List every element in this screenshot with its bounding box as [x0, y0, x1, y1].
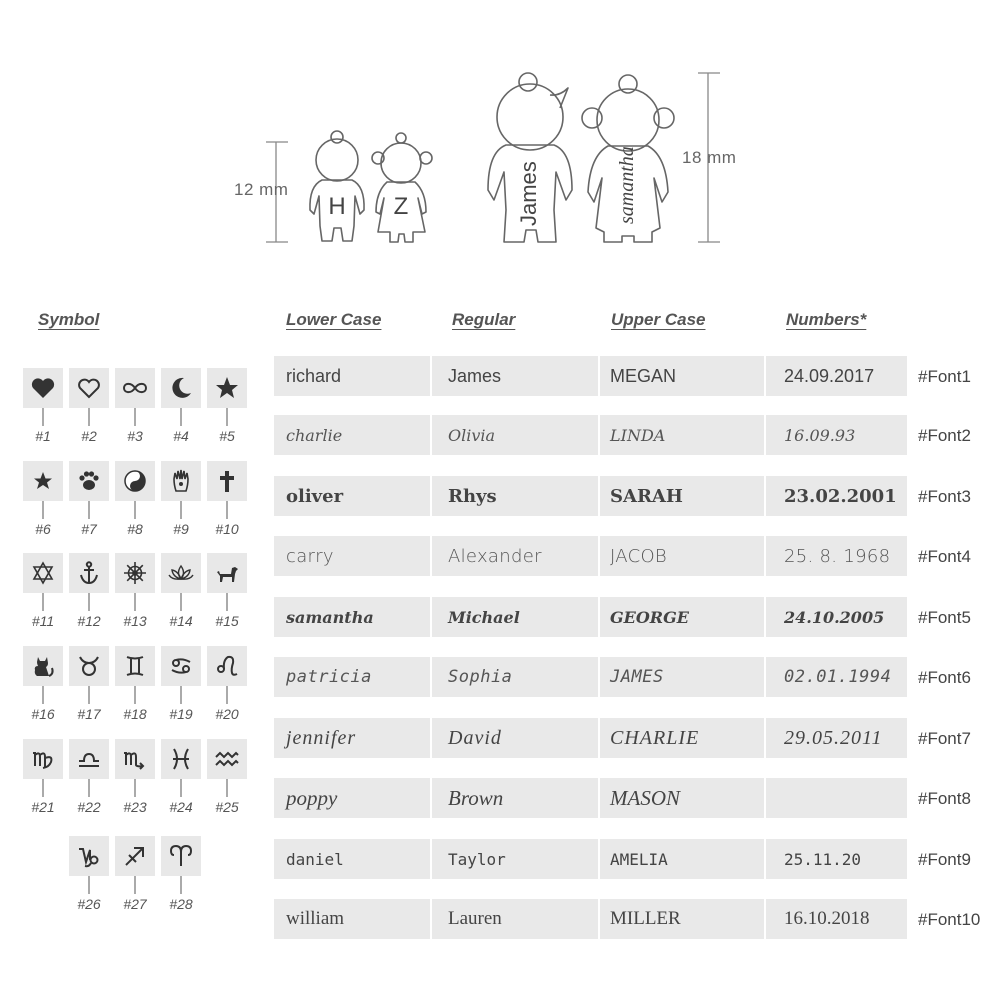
- lower-case-sample: daniel: [274, 839, 430, 879]
- font-label-8: #Font8: [918, 789, 971, 808]
- numbers-header: Numbers*: [786, 310, 867, 329]
- regular-sample: Alexander: [432, 536, 598, 576]
- lower-case-sample: jennifer: [274, 718, 430, 758]
- numbers-sample: 16.09.93: [766, 415, 907, 455]
- font-label-10: #Font10: [918, 910, 981, 929]
- symbol-number: #26: [77, 896, 101, 912]
- regular-sample: Lauren: [432, 899, 598, 939]
- ship-wheel-icon: [121, 559, 149, 587]
- symbol-number: #6: [35, 521, 51, 537]
- anchor-icon: [75, 559, 103, 587]
- numbers-sample: 25. 8. 1968: [766, 536, 907, 576]
- numbers-sample: 24.10.2005: [766, 597, 907, 637]
- numbers-sample: 02.01.1994: [766, 657, 907, 697]
- symbol-number: #15: [215, 613, 239, 629]
- font-row-10[interactable]: [274, 899, 907, 939]
- libra-icon: [75, 745, 103, 773]
- font-row-7[interactable]: [274, 718, 907, 758]
- symbol-25[interactable]: [207, 739, 247, 819]
- symbol-number: #24: [169, 799, 193, 815]
- numbers-sample: 23.02.2001: [766, 476, 907, 516]
- aquarius-icon: [213, 745, 241, 773]
- symbol-number: #8: [127, 521, 143, 537]
- font-row-3[interactable]: [274, 476, 907, 516]
- upper-case-sample: SARAH: [600, 476, 764, 516]
- symbol-number: #16: [31, 706, 55, 722]
- regular-header: Regular: [452, 310, 516, 329]
- lower-case-sample: charlie: [274, 415, 430, 455]
- small-boy-letter: H: [328, 193, 346, 220]
- symbol-number: #1: [35, 428, 51, 444]
- cross-icon: [213, 467, 241, 495]
- upper-case-sample: AMELIA: [600, 839, 764, 879]
- symbol-number: #14: [169, 613, 193, 629]
- symbol-number: #2: [81, 428, 97, 444]
- symbol-number: #17: [77, 706, 101, 722]
- lower-case-sample: william: [274, 899, 430, 939]
- large-girl-name: samantha: [616, 146, 638, 224]
- numbers-sample: 16.10.2018: [766, 899, 907, 939]
- small-girl-charm: [372, 133, 432, 242]
- numbers-sample: [766, 778, 907, 818]
- upper-case-sample: GEORGE: [600, 597, 764, 637]
- infinity-icon: [121, 374, 149, 402]
- regular-sample: Sophia: [432, 657, 598, 697]
- font-row-8[interactable]: [274, 778, 907, 818]
- dog-icon: [213, 559, 241, 587]
- symbol-number: #7: [81, 521, 97, 537]
- regular-sample: Rhys: [432, 476, 598, 516]
- font-row-6[interactable]: [274, 657, 907, 697]
- symbol-28[interactable]: [161, 836, 201, 916]
- lower-case-sample: carry: [274, 536, 430, 576]
- font-label-2: #Font2: [918, 426, 971, 445]
- numbers-sample: 25.11.20: [766, 839, 907, 879]
- regular-sample: David: [432, 718, 598, 758]
- virgo-icon: [29, 745, 57, 773]
- aries-icon: [167, 842, 195, 870]
- symbol-header: Symbol: [38, 310, 100, 329]
- symbol-number: #20: [215, 706, 239, 722]
- hamsa-icon: [167, 467, 195, 495]
- regular-sample: James: [432, 356, 598, 396]
- regular-sample: Taylor: [432, 839, 598, 879]
- regular-sample: Brown: [432, 778, 598, 818]
- star-icon: [213, 374, 241, 402]
- small-boy-charm: [310, 131, 364, 241]
- lower-case-sample: patricia: [274, 657, 430, 697]
- font-label-6: #Font6: [918, 668, 971, 687]
- lotus-icon: [167, 559, 195, 587]
- symbol-number: #25: [215, 799, 239, 815]
- sagittarius-icon: [121, 842, 149, 870]
- symbol-number: #19: [169, 706, 193, 722]
- cat-icon: [29, 652, 57, 680]
- charm-figures-svg: [0, 0, 1000, 270]
- taurus-icon: [75, 652, 103, 680]
- font-row-1[interactable]: [274, 356, 907, 396]
- symbol-number: #10: [215, 521, 239, 537]
- symbol-number: #18: [123, 706, 147, 722]
- scorpio-icon: [121, 745, 149, 773]
- small-star-icon: [29, 467, 57, 495]
- lower-case-sample: poppy: [274, 778, 430, 818]
- symbol-number: #3: [127, 428, 143, 444]
- upper-case-sample: JAMES: [600, 657, 764, 697]
- gemini-icon: [121, 652, 149, 680]
- symbol-number: #21: [31, 799, 55, 815]
- symbol-number: #5: [219, 428, 235, 444]
- symbol-number: #4: [173, 428, 189, 444]
- crescent-moon-icon: [167, 374, 195, 402]
- numbers-sample: 29.05.2011: [766, 718, 907, 758]
- lower-case-header: Lower Case: [286, 310, 382, 329]
- upper-case-header: Upper Case: [611, 310, 706, 329]
- font-row-4[interactable]: [274, 536, 907, 576]
- large-height-label: 18 mm: [682, 148, 737, 167]
- font-label-1: #Font1: [918, 367, 971, 386]
- charm-size-illustration: [0, 0, 1000, 270]
- heart-icon: [29, 374, 57, 402]
- symbol-10[interactable]: [207, 461, 247, 541]
- cancer-icon: [167, 652, 195, 680]
- font-row-5[interactable]: [274, 597, 907, 637]
- upper-case-sample: LINDA: [600, 415, 764, 455]
- symbol-15[interactable]: [207, 553, 247, 633]
- numbers-sample: 24.09.2017: [766, 356, 907, 396]
- regular-sample: Olivia: [432, 415, 598, 455]
- lower-case-sample: richard: [274, 356, 430, 396]
- font-label-9: #Font9: [918, 850, 971, 869]
- font-label-7: #Font7: [918, 729, 971, 748]
- large-boy-name: James: [516, 161, 541, 226]
- symbol-number: #22: [77, 799, 101, 815]
- small-height-label: 12 mm: [234, 180, 289, 199]
- font-label-5: #Font5: [918, 608, 971, 627]
- symbol-number: #27: [123, 896, 147, 912]
- font-row-9[interactable]: [274, 839, 907, 879]
- symbol-20[interactable]: [207, 646, 247, 726]
- font-label-4: #Font4: [918, 547, 971, 566]
- symbol-number: #13: [123, 613, 147, 629]
- star-of-david-icon: [29, 559, 57, 587]
- upper-case-sample: CHARLIE: [600, 718, 764, 758]
- symbol-number: #23: [123, 799, 147, 815]
- symbol-number: #11: [31, 613, 55, 629]
- lower-case-sample: samantha: [274, 597, 430, 637]
- symbol-number: #28: [169, 896, 193, 912]
- symbol-number: #12: [77, 613, 101, 629]
- font-row-2[interactable]: [274, 415, 907, 455]
- pisces-icon: [167, 745, 195, 773]
- heart-outline-icon: [75, 374, 103, 402]
- upper-case-sample: JACOB: [600, 536, 764, 576]
- symbol-number: #9: [173, 521, 189, 537]
- lower-case-sample: oliver: [274, 476, 430, 516]
- upper-case-sample: MEGAN: [600, 356, 764, 396]
- small-girl-letter: Z: [393, 193, 409, 220]
- upper-case-sample: MASON: [600, 778, 764, 818]
- upper-case-sample: MILLER: [600, 899, 764, 939]
- font-label-3: #Font3: [918, 487, 971, 506]
- regular-sample: Michael: [432, 597, 598, 637]
- capricorn-icon: [75, 842, 103, 870]
- paw-icon: [75, 467, 103, 495]
- symbol-5[interactable]: [207, 368, 247, 448]
- yin-yang-icon: [121, 467, 149, 495]
- leo-icon: [213, 652, 241, 680]
